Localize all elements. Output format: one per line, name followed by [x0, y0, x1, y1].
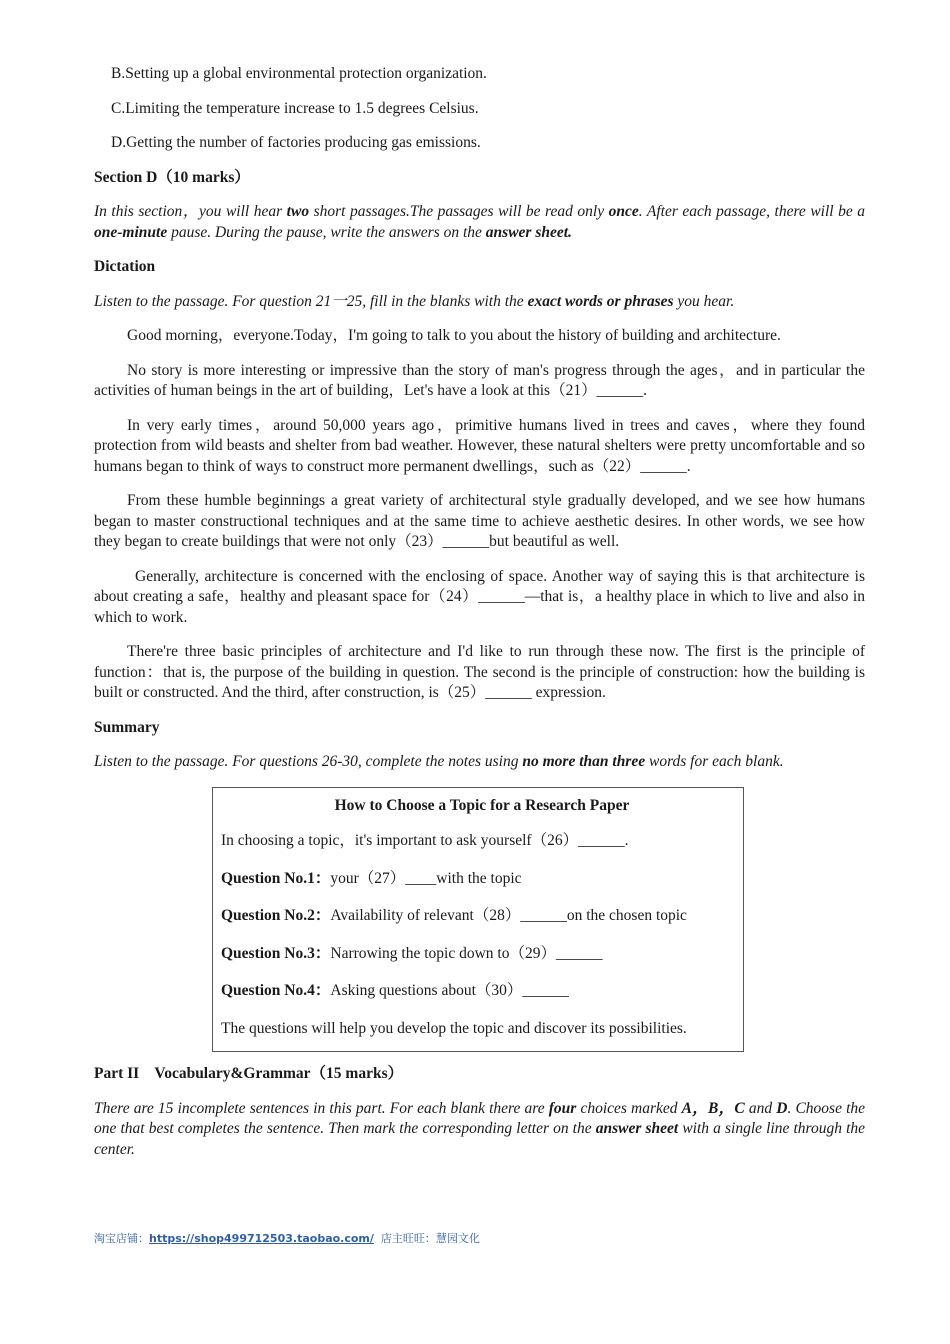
notes-intro: In choosing a topic，it's important to ask yourself（26）______.: [221, 832, 629, 849]
dictation-heading: Dictation: [94, 258, 156, 275]
part-2-heading: Part II Vocabulary&Grammar（15 marks）: [94, 1065, 404, 1082]
notes-closing: The questions will help you develop the topic and discover its possibilities.: [221, 1019, 687, 1037]
option-d: D.Getting the number of factories producing gas emissions.: [111, 134, 481, 151]
dictation-paragraph: From these humble beginnings a great variety of architectural style gradually developed, and we see how humans began to master constructional techniques and at the same time to achieve aesthetic desires. In other words, we see how they began to create buildings that were not only（23）______but beautiful as well.: [94, 492, 865, 550]
dictation-paragraph: No story is more interesting or impressive than the story of man's progress through the ages，and in particular the activities of human beings in the art of building，Let's have a look at this（21）______.: [94, 361, 865, 399]
dictation-paragraph: Good morning，everyone.Today，I'm going to talk to you about the history of building and architecture.: [127, 327, 781, 344]
notes-question-4: Question No.4：Asking questions about（30）______: [221, 982, 569, 999]
dictation-instructions: Listen to the passage. For question 21一25, fill in the blanks with the exact words or phrases you hear.: [94, 292, 735, 310]
notes-question-3: Question No.3：Narrowing the topic down to（29）______: [221, 944, 603, 962]
summary-instructions: Listen to the passage. For questions 26-30, complete the notes using no more than three words for each blank.: [94, 753, 784, 770]
dictation-paragraph: In very early times，around 50,000 years ago，primitive humans lived in trees and caves，where they found protection from wild beasts and shelter from bad weather. However, these natural shelters were pretty uncomfortable and so humans began to think of ways to construct more permanent dwellings，such as（22）______.: [94, 416, 865, 475]
section-d-instructions: In this section，you will hear two short passages.The passages will be read only once. After each passage, there will be a one-minute pause. During the pause, write the answers on the answer sheet.: [94, 203, 865, 241]
part-2-instructions: There are 15 incomplete sentences in this part. For each blank there are four choices marked A，B，C and D. Choose the one that best completes the sentence. Then mark the corresponding letter on the answer sheet with a single line through the center.: [94, 1099, 866, 1158]
section-d-heading: Section D（10 marks）: [94, 168, 250, 186]
option-b: B.Setting up a global environmental protection organization.: [111, 65, 487, 82]
shop-link[interactable]: https://shop499712503.taobao.com/: [149, 1232, 374, 1245]
footer: [94, 1229, 480, 1250]
footer-owner: 店主旺旺：慧园文化: [373, 1232, 480, 1245]
notes-title: How to Choose a Topic for a Research Paper: [334, 796, 630, 814]
dictation-paragraph: Generally, architecture is concerned with the enclosing of space. Another way of saying this is that architecture is about creating a safe，healthy and pleasant space for（24）______—that is，a healthy place in which to live and also in which to work.: [94, 567, 865, 626]
footer-label: 淘宝店铺：: [94, 1232, 149, 1245]
dictation-paragraph: There're three basic principles of architecture and I'd like to run through these now. The first is the principle of function：that is, the purpose of the building in question. The second is the principle of construction: how the building is built or constructed. And the third, after construction, is（25）______ expression.: [94, 643, 865, 701]
summary-notes-box: [212, 787, 744, 1053]
notes-question-2: Question No.2：Availability of relevant（28）______on the chosen topic: [221, 907, 687, 924]
summary-heading: Summary: [94, 718, 160, 736]
option-c: C.Limiting the temperature increase to 1.5 degrees Celsius.: [111, 99, 479, 117]
notes-question-1: Question No.1：your（27）____with the topic: [221, 869, 522, 887]
document-page: [94, 64, 865, 1174]
